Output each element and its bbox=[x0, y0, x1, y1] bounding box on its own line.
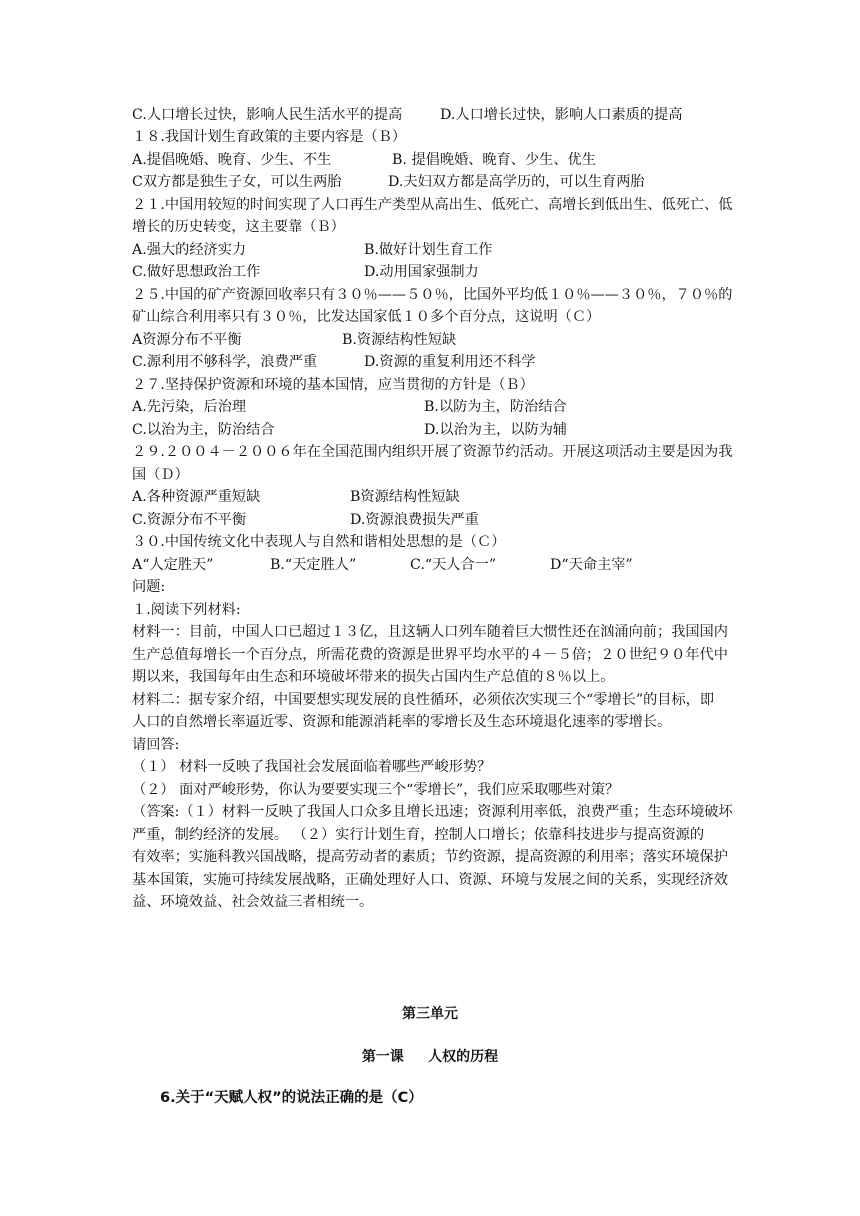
text-line bbox=[132, 149, 772, 171]
material-1-cont: 生产总值每增长一个百分点，所需花费的资源是世界平均水平的４－５倍；２０世纪９０年代中 bbox=[132, 647, 728, 663]
question-21-cont: 增长的历史转变，这主要靠（Ｂ） bbox=[132, 219, 345, 235]
text-line bbox=[132, 261, 772, 283]
lesson-heading: 第一课 人权的历程 bbox=[361, 1049, 499, 1065]
option-c: C.资源分布不平衡 bbox=[132, 512, 247, 528]
option-c: C.源利用不够科学，浪费严重 bbox=[132, 354, 318, 370]
option-a: A“人定胜天” bbox=[132, 557, 214, 573]
material-2: 材料二：据专家介绍，中国要想实现发展的良性循环，必须依次实现三个“零增长”的目标，即 bbox=[132, 692, 715, 708]
option-c: C.人口增长过快，影响人民生活水平的提高 bbox=[132, 107, 403, 123]
option-b: B资源结构性短缺 bbox=[350, 489, 460, 505]
sub-question-1: （１） 材料一反映了我国社会发展面临着哪些严峻形势？ bbox=[132, 759, 492, 775]
option-a: A.各种资源严重短缺 bbox=[132, 489, 261, 505]
text-line bbox=[132, 329, 772, 351]
option-d: D.资源的重复利用还不科学 bbox=[364, 354, 536, 370]
question-1: １.阅读下列材料: bbox=[132, 602, 241, 618]
option-c: C双方都是独生子女，可以生两胎 bbox=[132, 174, 342, 190]
option-a: A.先污染，后治理 bbox=[132, 399, 247, 415]
material-1-cont: 期以来，我国每年由生态和环境破坏带来的损失占国内生产总值的８％以上。 bbox=[132, 669, 615, 685]
option-d: D.人口增长过快，影响人口素质的提高 bbox=[440, 107, 683, 123]
option-b: B.以防为主，防治结合 bbox=[424, 399, 567, 415]
text-line bbox=[132, 104, 772, 126]
question-25-cont: 矿山综合利用率只有３０％，比发达国家低１０多个百分点，这说明（Ｃ） bbox=[132, 309, 601, 325]
question-6: 6.关于“天赋人权”的说法正确的是（C） bbox=[160, 1090, 423, 1106]
question-27: ２７.坚持保护资源和环境的基本国情，应当贯彻的方针是（Ｂ） bbox=[132, 377, 534, 393]
option-a: A.提倡晚婚、晚育、少生、不生 bbox=[132, 152, 332, 168]
material-2-cont: 人口的自然增长率逼近零、资源和能源消耗率的零增长及生态环境退化速率的零增长。 bbox=[132, 714, 672, 730]
question-30: ３０.中国传统文化中表现人与自然和谐相处思想的是（Ｃ） bbox=[132, 534, 506, 550]
prompt: 请回答: bbox=[132, 737, 180, 753]
option-b: B.资源结构性短缺 bbox=[342, 332, 457, 348]
sub-question-2: （２） 面对严峻形势，你认为要要实现三个“零增长”，我们应采取哪些对策？ bbox=[132, 782, 620, 798]
unit-heading: 第三单元 bbox=[402, 1006, 458, 1022]
option-b: B. 提倡晚婚、晚育、少生、优生 bbox=[392, 152, 596, 168]
option-d: D.资源浪费损失严重 bbox=[350, 512, 479, 528]
option-d: D“天命主宰” bbox=[550, 557, 633, 573]
question-29-cont: 国（Ｄ） bbox=[132, 467, 189, 483]
option-c: C.做好思想政治工作 bbox=[132, 264, 261, 280]
text-line bbox=[132, 419, 772, 441]
answer-cont: 有效率；实施科教兴国战略，提高劳动者的素质；节约资源，提高资源的利用率；落实环境保护 bbox=[132, 849, 728, 865]
option-a: A.强大的经济实力 bbox=[132, 242, 247, 258]
section-label: 问题: bbox=[132, 579, 166, 595]
text-line bbox=[132, 509, 772, 531]
text-line bbox=[132, 239, 772, 261]
answer-cont: 基本国策，实施可持续发展战略，正确处理好人口、资源、环境与发展之间的关系，实现经济效 bbox=[132, 872, 728, 888]
text-line bbox=[132, 396, 772, 418]
option-d: D.夫妇双方都是高学历的，可以生育两胎 bbox=[388, 174, 645, 190]
material-1: 材料一：目前，中国人口已超过１３亿，且这辆人口列车随着巨大惯性还在汹涌向前；我国国内 bbox=[132, 624, 728, 640]
text-line bbox=[132, 351, 772, 373]
question-25: ２５.中国的矿产资源回收率只有３０％——５０％，比国外平均低１０％——３０％，７０％的 bbox=[132, 287, 733, 303]
question-18: １８.我国计划生育政策的主要内容是（Ｂ） bbox=[132, 129, 407, 145]
answer: （答案:（１）材料一反映了我国人口众多且增长迅速；资源利用率低，浪费严重；生态环境破坏 bbox=[132, 804, 733, 820]
text-line bbox=[132, 486, 772, 508]
answer-cont: 益、环境效益、社会效益三者相统一。 bbox=[132, 894, 374, 910]
option-d: D.以治为主，以防为辅 bbox=[424, 422, 568, 438]
option-c: C.以治为主，防治结合 bbox=[132, 422, 275, 438]
text-line bbox=[132, 171, 772, 193]
option-d: D.动用国家强制力 bbox=[364, 264, 479, 280]
question-29: ２９.２００４－２００６年在全国范围内组织开展了资源节约活动。开展这项活动主要是因为我 bbox=[132, 444, 733, 460]
answer-cont: 严重，制约经济的发展。 （２）实行计划生育，控制人口增长；依靠科技进步与提高资源的 bbox=[132, 827, 705, 843]
option-c: C.“天人合一” bbox=[410, 557, 497, 573]
question-21: ２１.中国用较短的时间实现了人口再生产类型从高出生、低死亡、高增长到低出生、低死亡、低 bbox=[132, 197, 733, 213]
option-b: B.做好计划生育工作 bbox=[364, 242, 493, 258]
option-a: A资源分布不平衡 bbox=[132, 332, 242, 348]
option-b: B.“天定胜人” bbox=[270, 557, 357, 573]
text-line bbox=[132, 554, 772, 576]
